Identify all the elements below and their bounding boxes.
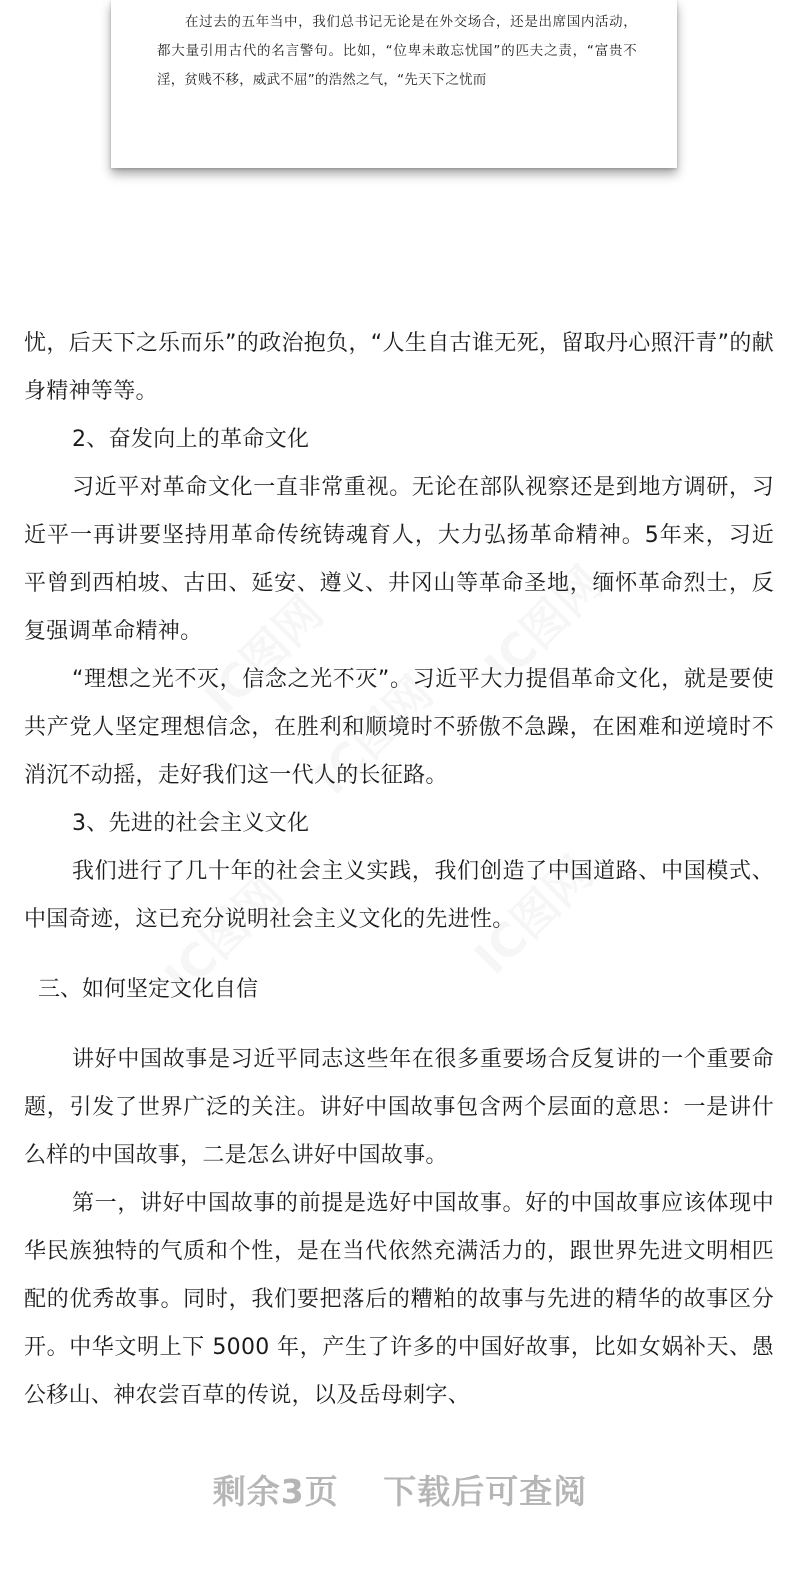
paragraph: 忧，后天下之乐而乐”的政治抱负，“人生自古谁无死，留取丹心照汗青”的献身精神等等。 bbox=[24, 331, 774, 404]
paragraph: 讲好中国故事是习近平同志这些年在很多重要场合反复讲的一个重要命题，引发了世界广泛的关注。讲好中国故事包含两个层面的意思：一是讲什么样的中国故事，二是怎么讲好中国故事。 bbox=[24, 1047, 774, 1168]
paragraph: “理想之光不灭，信念之光不灭”。习近平大力提倡革命文化，就是要使共产党人坚定理想信念，在胜利和顺境时不骄傲不急躁，在困难和逆境时不消沉不动摇，走好我们这一代人的长征路。 bbox=[24, 667, 774, 788]
previous-page-preview bbox=[111, 0, 677, 168]
download-to-view-label: 下载后可查阅 bbox=[383, 1472, 588, 1511]
download-prompt[interactable] bbox=[0, 1466, 800, 1513]
subheading: 3、先进的社会主义文化 bbox=[72, 811, 310, 836]
subheading: 2、奋发向上的革命文化 bbox=[72, 427, 310, 452]
remaining-pages-label: 剩余3页 bbox=[212, 1472, 339, 1511]
preview-paragraph: 在过去的五年当中，我们总书记无论是在外交场合，还是出席国内活动，都大量引用古代的名言警句。比如，“位卑未敢忘忧国”的匹夫之责，“富贵不淫，贫贱不移，威武不屈”的浩然之气，“先天下之忧而 bbox=[157, 14, 637, 88]
paragraph: 我们进行了几十年的社会主义实践，我们创造了中国道路、中国模式、中国奇迹，这已充分说明社会主义文化的先进性。 bbox=[24, 859, 774, 932]
section-heading: 三、如何坚定文化自信 bbox=[38, 977, 259, 1002]
paragraph: 第一，讲好中国故事的前提是选好中国故事。好的中国故事应该体现中华民族独特的气质和个性，是在当代依然充满活力的，跟世界先进文明相匹配的优秀故事。同时，我们要把落后的糟粕的故事与先进的精华的故事区分开。中华文明上下 5000 年，产生了许多的中国好故事，比如女娲补天、愚公移山、神农尝百草的传说，以及岳母刺字、 bbox=[24, 1191, 774, 1408]
document-body bbox=[24, 320, 774, 1420]
paragraph: 习近平对革命文化一直非常重视。无论在部队视察还是到地方调研，习近平一再讲要坚持用革命传统铸魂育人，大力弘扬革命精神。5年来，习近平曾到西柏坡、古田、延安、遵义、井冈山等革命圣地，缅怀革命烈士，反复强调革命精神。 bbox=[24, 475, 774, 644]
